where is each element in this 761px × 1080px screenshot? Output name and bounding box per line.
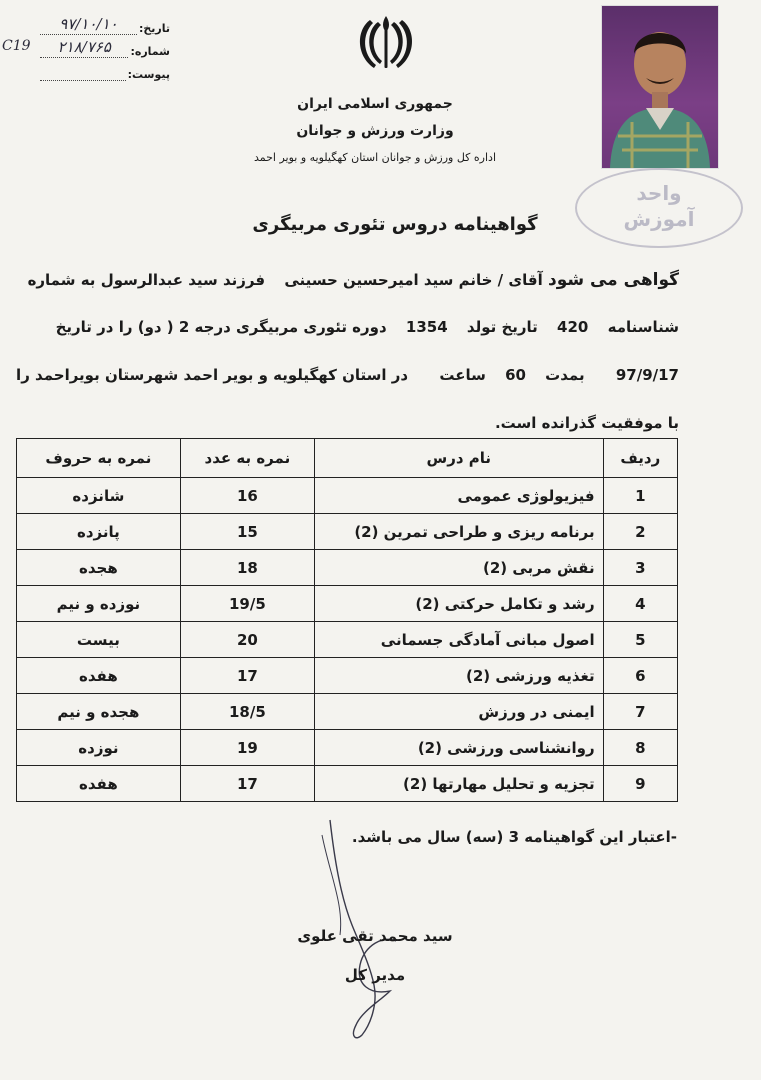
row-grade-words: بیست	[17, 622, 181, 658]
body-line-2	[56, 318, 679, 336]
letter-meta	[2, 12, 170, 81]
row-grade-words: هفده	[17, 766, 181, 802]
number-line	[2, 38, 128, 58]
row-grade-number: 18/5	[180, 694, 314, 730]
row-index: 4	[603, 586, 677, 622]
body-line-3	[16, 366, 679, 384]
number-extra: C19	[2, 38, 31, 54]
table-row	[17, 514, 678, 550]
row-index: 8	[603, 730, 677, 766]
certificate-title: گواهینامه دروس تئوری مربیگری	[252, 214, 538, 235]
table-row	[17, 694, 678, 730]
row-grade-words: هجده	[17, 550, 181, 586]
date-label: تاریخ:	[138, 22, 170, 35]
row-course-name: ایمنی در ورزش	[315, 694, 604, 730]
org-line-2: وزارت ورزش و جوانان	[296, 123, 454, 139]
header-grade-number: نمره به عدد	[180, 439, 314, 478]
table-row	[17, 622, 678, 658]
table-row	[17, 478, 678, 514]
stamp-line-1: واحد	[636, 181, 682, 205]
attachment-line	[40, 66, 126, 81]
duration-hours: 60	[505, 366, 526, 384]
row-grade-words: هفده	[17, 658, 181, 694]
row-grade-number: 16	[180, 478, 314, 514]
row-grade-number: 17	[180, 658, 314, 694]
number-value: ۲۱۸/۷۶۵	[57, 38, 111, 56]
person-photo	[601, 5, 719, 169]
attachment-row	[40, 58, 170, 81]
row-grade-number: 15	[180, 514, 314, 550]
row-grade-words: نوزده و نیم	[17, 586, 181, 622]
number-label: شماره:	[130, 45, 170, 58]
row-course-name: تغذیه ورزشی (2)	[315, 658, 604, 694]
body-certify-text: گواهی می شود	[547, 270, 679, 290]
table-row	[17, 550, 678, 586]
row-index: 5	[603, 622, 677, 658]
table-row	[17, 766, 678, 802]
person-name: سید امیرحسین حسینی	[284, 271, 454, 289]
date-line	[40, 15, 137, 35]
row-course-name: رشد و تکامل حرکتی (2)	[315, 586, 604, 622]
body-child-of: فرزند	[223, 271, 266, 289]
validity-note: -اعتبار این گواهینامه 3 (سه) سال می باشد.	[351, 828, 677, 846]
row-course-name: نقش مربی (2)	[315, 550, 604, 586]
row-grade-words: پانزده	[17, 514, 181, 550]
body-number-text: به شماره	[27, 271, 96, 289]
body-line-4: با موفقیت گذرانده است.	[494, 414, 679, 432]
birth-year: 1354	[405, 318, 448, 336]
attachment-label: پیوست:	[127, 68, 170, 81]
table-row	[17, 586, 678, 622]
grades-table	[16, 438, 678, 802]
header-grade-words: نمره به حروف	[17, 439, 181, 478]
row-grade-number: 17	[180, 766, 314, 802]
row-index: 1	[603, 478, 677, 514]
row-index: 7	[603, 694, 677, 730]
row-index: 9	[603, 766, 677, 802]
signer-name: سید محمد تقی علوی	[297, 927, 453, 945]
row-grade-number: 19	[180, 730, 314, 766]
table-row	[17, 658, 678, 694]
row-grade-words: شانزده	[17, 478, 181, 514]
table-row	[17, 730, 678, 766]
hours-label: ساعت	[439, 366, 486, 384]
id-number: 420	[557, 318, 589, 336]
course-date: 97/9/17	[615, 366, 679, 384]
course-text: دوره تئوری مربیگری درجه 2 ( دو) را در تاریخ	[55, 318, 387, 336]
row-index: 2	[603, 514, 677, 550]
body-id-label: شناسنامه	[607, 318, 679, 336]
org-line-3: اداره کل ورزش و جوانان استان کهگیلویه و بویر احمد	[253, 151, 496, 164]
row-course-name: فیزیولوژی عمومی	[315, 478, 604, 514]
body-line-1	[28, 270, 679, 290]
row-index: 3	[603, 550, 677, 586]
row-grade-words: هجده و نیم	[17, 694, 181, 730]
row-course-name: روانشناسی ورزشی (2)	[315, 730, 604, 766]
person-portrait-icon	[602, 6, 718, 168]
row-course-name: برنامه ریزی و طراحی تمرین (2)	[315, 514, 604, 550]
number-row	[2, 35, 170, 58]
row-grade-number: 19/5	[180, 586, 314, 622]
signer-title: مدیر کل	[344, 966, 406, 984]
header-course-name: نام درس	[315, 439, 604, 478]
date-row	[40, 12, 170, 35]
stamp-line-2: آموزش	[623, 207, 695, 231]
row-grade-number: 18	[180, 550, 314, 586]
row-grade-words: نوزده	[17, 730, 181, 766]
row-course-name: تجزیه و تحلیل مهارتها (2)	[315, 766, 604, 802]
row-index: 6	[603, 658, 677, 694]
location-text: در استان کهگیلویه و بویر احمد شهرستان بویراحمد را	[16, 366, 409, 384]
row-course-name: اصول مبانی آمادگی جسمانی	[315, 622, 604, 658]
table-header-row	[17, 439, 678, 478]
date-value: ۹۷/۱۰/۱۰	[59, 15, 118, 33]
iran-emblem-icon	[352, 12, 420, 74]
header-index: ردیف	[603, 439, 677, 478]
body-gender-text: آقای / خانم	[458, 271, 543, 289]
birth-label: تاریخ تولد	[466, 318, 538, 336]
father-name: سید عبدالرسول	[100, 271, 218, 289]
duration-label: بمدت	[545, 366, 585, 384]
row-grade-number: 20	[180, 622, 314, 658]
unit-stamp	[575, 168, 743, 248]
org-line-1: جمهوری اسلامی ایران	[297, 96, 453, 112]
